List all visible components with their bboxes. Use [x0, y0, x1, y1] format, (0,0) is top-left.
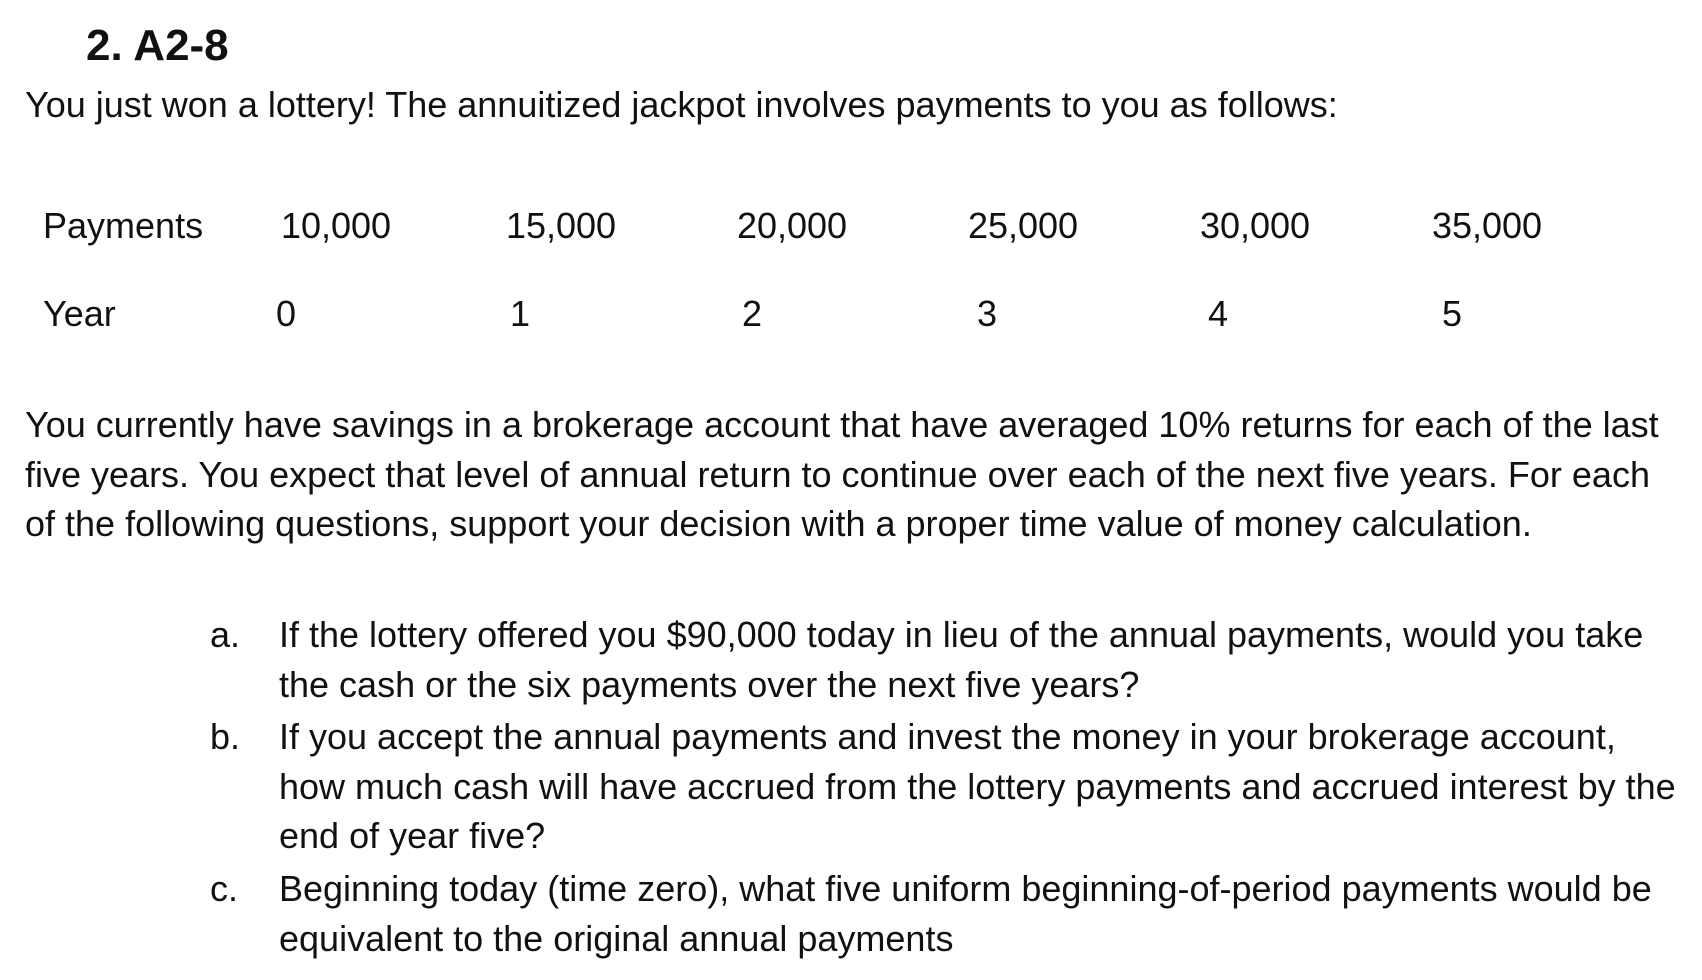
question-c-text: Beginning today (time zero), what five uniform beginning-of-period payments would be equivalent to the original annual payments [279, 868, 1652, 959]
question-c-marker: c. [210, 868, 239, 909]
year-4: 4 [1207, 293, 1229, 334]
payment-year-5: 35,000 [1431, 205, 1543, 246]
question-a-text: If the lottery offered you $90,000 today in lieu of the annual payments, would you take the cash or the six payments over the next five years? [279, 614, 1644, 705]
year-1: 1 [509, 293, 531, 334]
problem-paragraph: You currently have savings in a brokerage account that have averaged 10% returns for each of the last five years. You expect that level of annual return to continue over each of the next five years. For each of the following questions, support your decision with a proper time value of money calculation. [25, 404, 1659, 544]
year-3: 3 [976, 293, 998, 334]
payment-year-3: 25,000 [967, 205, 1079, 246]
question-a [210, 610, 1680, 709]
year-5: 5 [1441, 293, 1463, 334]
question-a-marker: a. [210, 614, 241, 655]
question-c [210, 864, 1680, 963]
payment-year-1: 15,000 [505, 205, 617, 246]
year-0: 0 [275, 293, 297, 334]
payment-year-4: 30,000 [1199, 205, 1311, 246]
question-b-marker: b. [210, 716, 241, 757]
year-2: 2 [741, 293, 763, 334]
payment-year-2: 20,000 [736, 205, 848, 246]
question-b-text: If you accept the annual payments and invest the money in your brokerage account, how much cash will have accrued from the lottery payments and accrued interest by the end of year five? [279, 716, 1676, 856]
intro-text: You just won a lottery! The annuitized jackpot involves payments to you as follows: [25, 84, 1338, 125]
question-b [210, 712, 1680, 861]
payment-year-0: 10,000 [280, 205, 392, 246]
year-row-label: Year [43, 293, 116, 334]
payments-row-label: Payments [43, 205, 204, 246]
problem-heading: 2. A2-8 [86, 21, 229, 70]
